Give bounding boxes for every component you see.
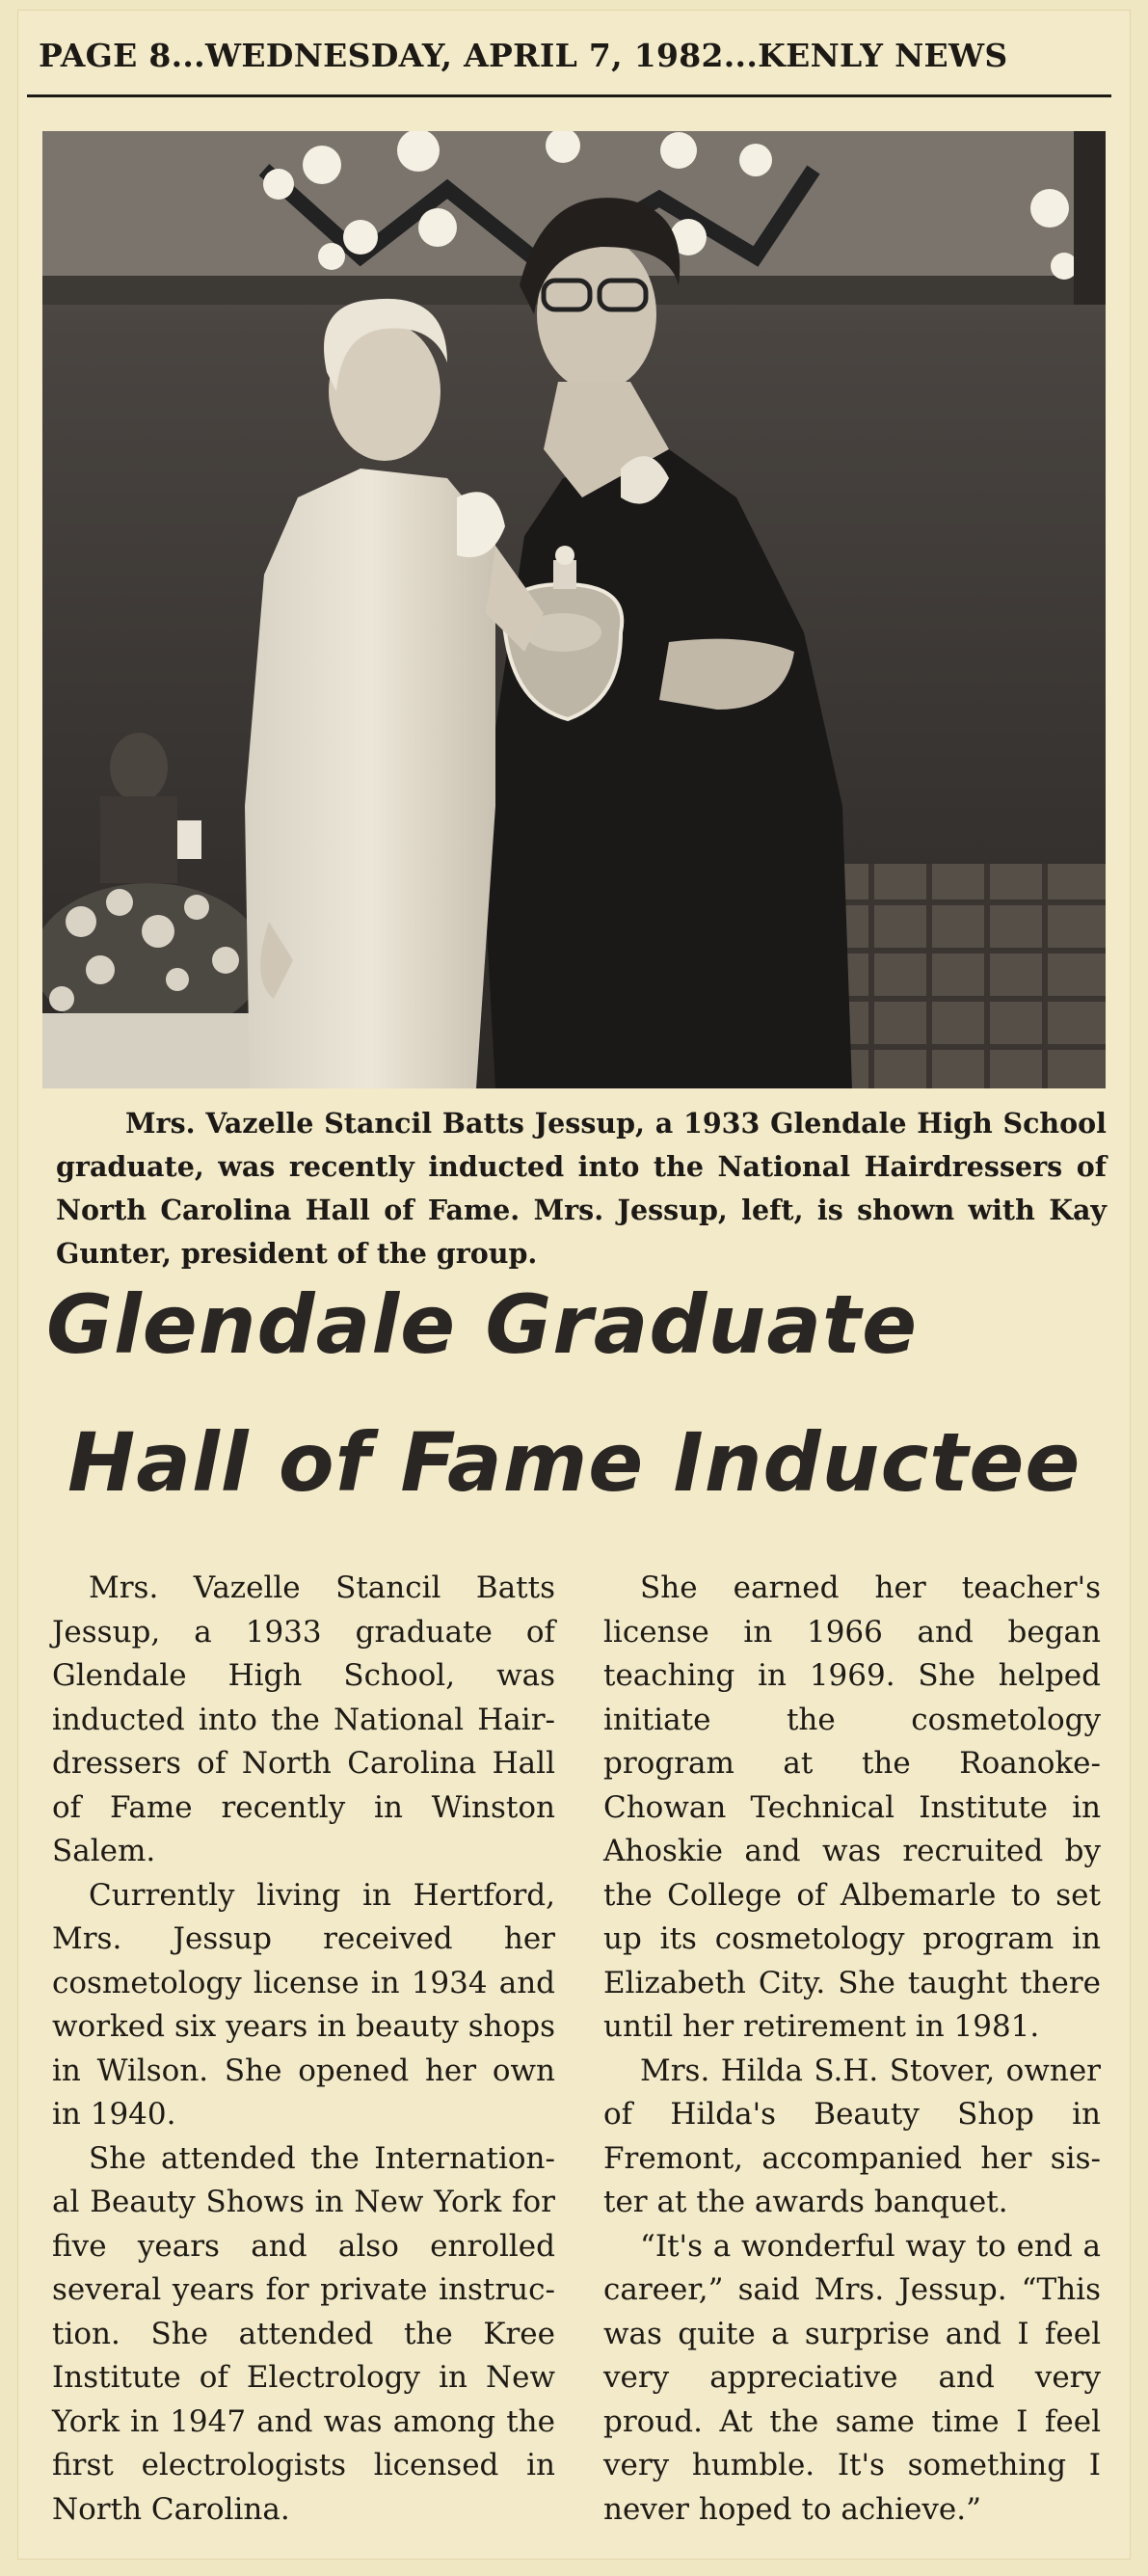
headline-line-1: Glendale Graduate [46, 1277, 919, 1372]
page-header: PAGE 8...WEDNESDAY, APRIL 7, 1982...KENLY NEWS [39, 37, 1008, 74]
paragraph: Currently living in Hertford, Mrs. Jessup received her cosmetology license in 1934 and worked six years in beauty shops in Wilson. She opened her own in 1940. [52, 1877, 555, 2132]
caption-text: Mrs. Vazelle Stancil Batts Jessup, a 1933 Glendale High School graduate, was recently inducted into the National Hairdressers of North Carolina Hall of Fame. Mrs. Jessup, left, is shown with Kay Gunter, president of the group. [56, 1107, 1107, 1270]
headline-line-2: Hall of Fame Inductee [67, 1415, 1081, 1510]
paragraph: Mrs. Vazelle Stancil Batts Jessup, a 1933 graduate of Glendale High School, was inducted into the National Hairdressers of North Carolina Hall of Fame recently in Winston Salem. [52, 1570, 555, 1868]
news-photo [42, 131, 1106, 1088]
photo-caption [56, 1102, 1107, 1275]
photo-illustration [42, 131, 1106, 1088]
header-rule [27, 94, 1111, 97]
paragraph: She attended the International Beauty Shows in New York for five years and also enrolled several years for private instruction. She attended the Kree Institute of Electrology in New York in 1947 and was among the first electrologists licensed in North Carolina. [52, 2140, 555, 2527]
paragraph: Mrs. Hilda S.H. Stover, owner of Hilda's Beauty Shop in Fremont, accompanied her sister at the awards banquet. [603, 2053, 1101, 2219]
article-column-2 [603, 1567, 1101, 2532]
paragraph: “It's a wonderful way to end a career,” said Mrs. Jessup. “This was quite a surprise and I feel very appreciative and very proud. At the same time I feel very humble. It's something I never hoped to achieve.” [603, 2228, 1101, 2527]
paragraph: She earned her teacher's license in 1966 and began teaching in 1969. She helped initiate the cosmetology program at the Roanoke-Chowan Technical Institute in Ahoskie and was recruited by the College of Albemarle to set up its cosmetology program in Elizabeth City. She taught there until her retirement in 1981. [603, 1570, 1101, 2044]
article-column-1 [52, 1567, 555, 2532]
